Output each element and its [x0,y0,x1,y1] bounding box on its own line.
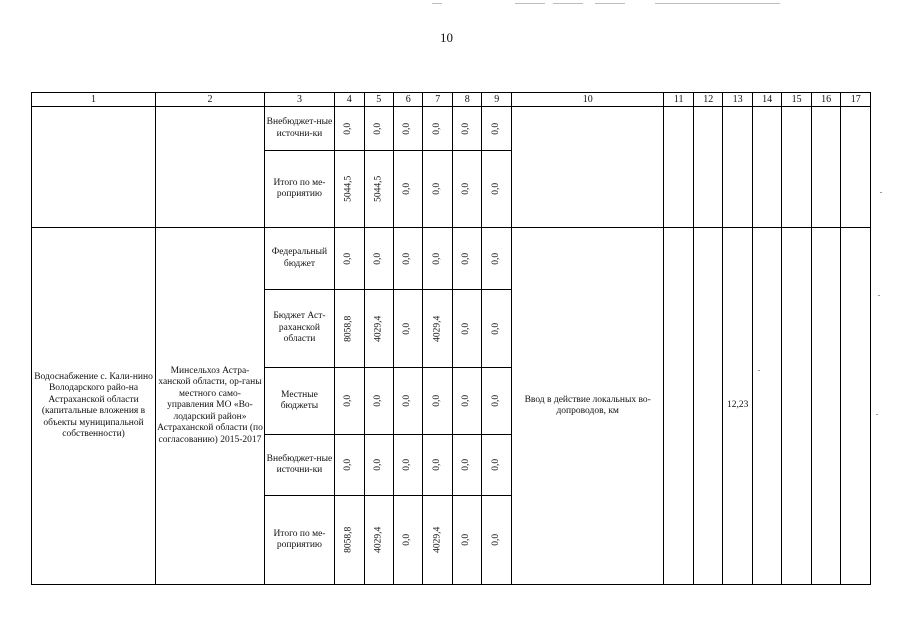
column-header: 16 [811,93,840,107]
value: 0,0 [461,183,472,195]
indicator-cell-empty [511,107,664,228]
empty-cell [841,228,871,585]
empty-cell [841,107,871,228]
value: 0,0 [490,395,501,407]
value: 0,0 [431,122,442,135]
value: 5044,5 [343,175,354,203]
value-cell [335,435,364,496]
value: 0,0 [373,395,383,407]
scan-artifact [515,3,545,4]
empty-cell [693,107,722,228]
value-cell [452,107,481,151]
value: 0,0 [490,322,501,335]
value-cell [423,496,452,585]
activity-cell-empty [32,107,156,228]
value-cell [394,435,423,496]
table-row [32,107,871,151]
executor-name: Минсельхоз Астра-ханской области, ор-ганы местного само-управления МО «Во-лодарский район» Астраханской области (по согласованию) 2015-2017 [156,228,265,585]
value-cell [482,368,511,435]
funding-source: Итого по ме-роприятию [264,151,334,228]
scan-artifact [595,3,625,4]
value-cell [394,496,423,585]
value-cell [452,290,481,368]
empty-cell [752,107,781,228]
value-cell [423,228,452,290]
value: 0,0 [402,183,413,195]
column-header: 15 [782,93,811,107]
value-cell [452,496,481,585]
value-cell [482,435,511,496]
value-cell [364,107,393,151]
value: 8058,8 [343,315,354,342]
value-cell [423,151,452,228]
value: 0,0 [373,459,383,471]
value: 0,0 [490,252,501,265]
value-cell [423,435,452,496]
value-cell [452,151,481,228]
scan-artifact [553,3,583,4]
value: 4029,4 [431,315,442,342]
value-cell [364,228,393,290]
value-cell [394,228,423,290]
column-header: 11 [664,93,693,107]
indicator-value: 12,23 [723,228,752,585]
scan-artifact [432,3,442,4]
activity-name: Водоснабжение с. Кали-нино Володарского райо-на Астраханской области (капитальные вложения в объекты муниципальной собственности) [32,228,156,585]
page-number: 10 [440,30,453,45]
value: 0,0 [490,459,501,471]
value: 0,0 [431,252,442,265]
value-cell [423,368,452,435]
column-header: 2 [156,93,265,107]
value: 0,0 [373,252,383,265]
funding-source: Федеральный бюджет [264,228,334,290]
column-header: 8 [452,93,481,107]
column-header: 14 [752,93,781,107]
value: 0,0 [461,395,472,407]
column-header: 6 [394,93,423,107]
column-header: 1 [32,93,156,107]
value: 0,0 [402,534,413,546]
funding-source: Внебюджет-ные источни-ки [264,435,334,496]
empty-cell [723,107,752,228]
program-table [31,92,871,585]
empty-cell [782,228,811,585]
value-cell [335,368,364,435]
value-cell [335,228,364,290]
value-cell [364,368,393,435]
value-cell [364,290,393,368]
value: 0,0 [343,252,354,265]
value: 0,0 [343,459,354,471]
empty-cell [752,228,781,585]
value-cell [482,228,511,290]
value: 0,0 [402,252,413,265]
value-cell [482,290,511,368]
value: 5044,5 [373,175,383,203]
value: 0,0 [431,459,442,471]
empty-cell [664,228,693,585]
value: 0,0 [402,322,413,335]
value-cell [364,151,393,228]
value-cell [452,368,481,435]
value: 4029,4 [431,526,442,554]
value: 0,0 [431,395,442,407]
scan-artifact [655,3,780,4]
value-cell [364,496,393,585]
value: 0,0 [461,252,472,265]
value: 0,0 [490,183,501,195]
value: 4029,4 [373,526,383,554]
column-header: 4 [335,93,364,107]
value: 0,0 [343,395,354,407]
column-header: 13 [723,93,752,107]
value-cell [364,435,393,496]
value: 0,0 [461,322,472,335]
funding-source: Итого по ме-роприятию [264,496,334,585]
value-cell [423,290,452,368]
scan-speck [878,295,880,296]
value: 0,0 [402,459,413,471]
value: 0,0 [402,122,413,135]
funding-source: Бюджет Аст-раханской области [264,290,334,368]
scan-speck [880,192,882,193]
value: 0,0 [461,122,472,135]
column-header: 3 [264,93,334,107]
funding-source: Местные бюджеты [264,368,334,435]
column-header: 10 [511,93,664,107]
column-header: 5 [364,93,393,107]
column-header: 17 [841,93,871,107]
value-cell [394,368,423,435]
empty-cell [664,107,693,228]
value: 8058,8 [343,526,354,554]
value: 0,0 [343,122,354,135]
executor-cell-empty [156,107,265,228]
value-cell [482,496,511,585]
value: 0,0 [490,534,501,546]
value: 0,0 [461,534,472,546]
value: 0,0 [402,395,413,407]
column-header: 7 [423,93,452,107]
empty-cell [811,107,840,228]
value: 0,0 [461,459,472,471]
column-header: 9 [482,93,511,107]
value-cell [394,107,423,151]
value-cell [482,107,511,151]
value-cell [482,151,511,228]
empty-cell [811,228,840,585]
value-cell [452,435,481,496]
empty-cell [693,228,722,585]
value-cell [335,496,364,585]
value: 4029,4 [373,315,383,342]
value-cell [394,151,423,228]
value-cell [452,228,481,290]
value-cell [423,107,452,151]
funding-source: Внебюджет-ные источни-ки [264,107,334,151]
value-cell [335,290,364,368]
column-header: 12 [693,93,722,107]
value: 0,0 [431,183,442,195]
value: 0,0 [373,122,383,135]
value-cell [335,151,364,228]
value-cell [335,107,364,151]
value-cell [394,290,423,368]
empty-cell [782,107,811,228]
indicator-name: Ввод в действие локальных во-допроводов, км [511,228,664,585]
scan-speck [876,414,878,415]
table-row [32,228,871,290]
header-row [32,93,871,107]
value: 0,0 [490,122,501,135]
